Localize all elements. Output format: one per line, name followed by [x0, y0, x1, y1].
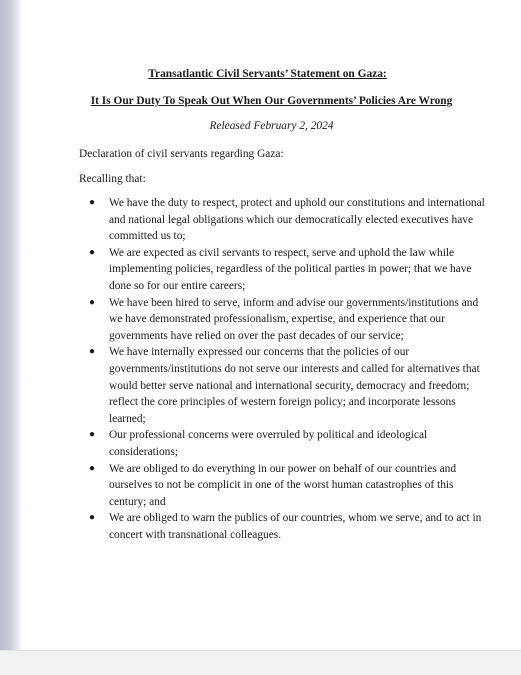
bullet-text: Our professional concerns were overruled by political and ideological considerations;	[109, 429, 428, 458]
bullet-text: We are obliged to do everything in our power on behalf of our countries and ourselves to not be complicit in one of the worst human catastrophes of this century; and	[109, 462, 457, 508]
bullet-icon: ●	[89, 429, 96, 441]
declaration-line: Declaration of civil servants regarding Gaza:	[79, 148, 284, 160]
bullet-icon: ●	[89, 296, 96, 308]
recalling-line: Recalling that:	[79, 173, 146, 185]
list-item	[87, 344, 487, 427]
bullet-icon: ●	[89, 346, 96, 358]
bullet-text: We have internally expressed our concerns that the policies of our governments/institutions do not serve our interests and called for alternatives that would better serve national and international security, democracy and freedom; reflect the core principles of western foreign policy; and incorporate lessons learned;	[109, 346, 480, 425]
list-item	[87, 245, 487, 295]
document-page	[22, 0, 521, 650]
bullet-icon: ●	[89, 462, 96, 474]
list-item	[87, 510, 487, 543]
bullet-list	[87, 195, 487, 543]
bullet-icon: ●	[89, 246, 96, 258]
bullet-text: We have the duty to respect, protect and uphold our constitutions and international and national legal obligations which our democratically elected executives have committed us to;	[109, 197, 485, 243]
bullet-icon: ●	[89, 197, 96, 208]
list-item	[87, 427, 487, 460]
list-item	[87, 461, 487, 511]
bottom-strip	[0, 650, 521, 675]
list-item	[87, 295, 487, 345]
page-edge-shadow	[0, 0, 22, 650]
document-subtitle: It Is Our Duty To Speak Out When Our Governments’ Policies Are Wrong	[90, 95, 453, 107]
bullet-icon: ●	[89, 512, 96, 524]
release-date: Released February 2, 2024	[209, 120, 334, 132]
list-item	[87, 195, 487, 245]
bullet-text: We have been hired to serve, inform and advise our governments/institutions and we have demonstrated professionalism, expertise, and experience that our governments have relied on over the past decades of our service;	[109, 296, 479, 342]
document-title: Transatlantic Civil Servants’ Statement on Gaza:	[148, 68, 387, 80]
bullet-text: We are obliged to warn the publics of our countries, whom we serve, and to act in concert with transnational colleagues.	[109, 512, 482, 541]
bullet-text: We are expected as civil servants to respect, serve and uphold the law while implementing policies, regardless of the political parties in power; that we have done so for our entire careers;	[109, 246, 472, 292]
